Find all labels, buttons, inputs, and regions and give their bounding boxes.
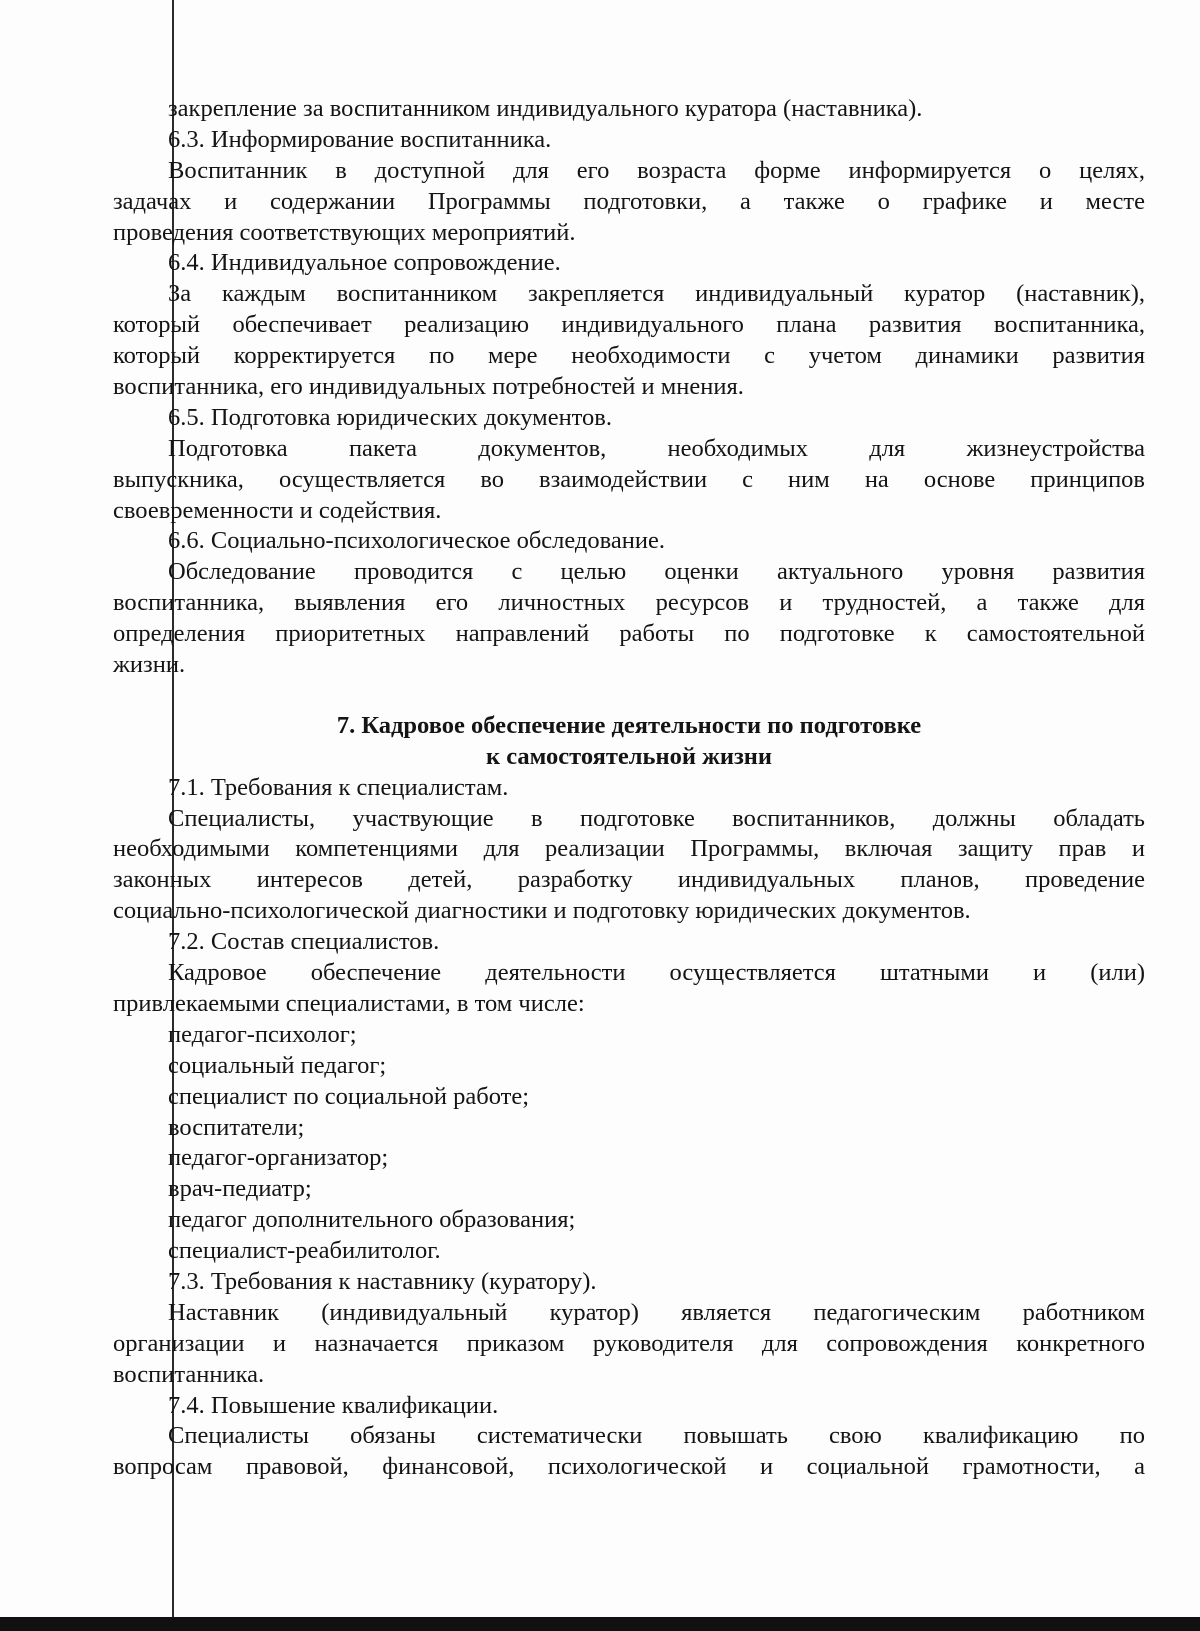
document-body (113, 94, 1145, 1483)
text-line: За каждым воспитанником закрепляется индивидуальный куратор (наставник), (168, 280, 1145, 308)
text-line: Подготовка пакета документов, необходимых для жизнеустройства (168, 434, 1145, 462)
text-line: воспитанника. (113, 1360, 265, 1388)
text-line: определения приоритетных направлений работы по подготовке к самостоятельной (113, 620, 1145, 648)
text-line: 6.3. Информирование воспитанника. (168, 125, 552, 153)
text-line: специалист по социальной работе; (168, 1082, 530, 1110)
text-line: который корректируется по мере необходимости с учетом динамики развития (113, 342, 1145, 370)
scan-bottom-edge (0, 1617, 1200, 1631)
text-line: Специалисты, участвующие в подготовке воспитанников, должны обладать (168, 804, 1145, 832)
text-line: закрепление за воспитанником индивидуального куратора (наставника). (168, 95, 923, 122)
text-line: выпускника, осуществляется во взаимодействии с ним на основе принципов (113, 465, 1145, 493)
text-line: воспитанника, выявления его личностных ресурсов и трудностей, а также для (113, 589, 1145, 617)
text-line: 6.4. Индивидуальное сопровождение. (168, 249, 561, 277)
text-line: который обеспечивает реализацию индивидуального плана развития воспитанника, (113, 311, 1145, 339)
text-line: проведения соответствующих мероприятий. (113, 218, 576, 246)
text-line: 7.2. Состав специалистов. (168, 928, 440, 956)
text-line: педагог-организатор; (168, 1144, 389, 1172)
text-line: необходимыми компетенциями для реализации Программы, включая защиту прав и (113, 835, 1145, 863)
section-gap (113, 681, 1145, 711)
text-line: Наставник (индивидуальный куратор) является педагогическим работником (168, 1298, 1145, 1326)
text-line: Обследование проводится с целью оценки актуального уровня развития (168, 558, 1145, 586)
text-line: Кадровое обеспечение деятельности осуществляется штатными и (или) (168, 959, 1145, 987)
text-line: вопросам правовой, финансовой, психологической и социальной грамотности, а (113, 1453, 1145, 1481)
text-line: 7.4. Повышение квалификации. (168, 1391, 499, 1419)
text-line: врач-педиатр; (168, 1175, 312, 1203)
text-line: 6.5. Подготовка юридических документов. (168, 403, 613, 431)
text-line: 7.1. Требования к специалистам. (168, 773, 509, 801)
section-heading-line: 7. Кадровое обеспечение деятельности по подготовке (336, 711, 922, 739)
text-line: специалист-реабилитолог. (168, 1237, 441, 1265)
text-line: задачах и содержании Программы подготовки, а также о графике и месте (113, 187, 1145, 215)
text-line: своевременности и содействия. (113, 496, 442, 524)
text-line: 6.6. Социально-психологическое обследование. (168, 527, 665, 555)
text-line: социально-психологической диагностики и подготовку юридических документов. (113, 897, 971, 925)
text-line: привлекаемыми специалистами, в том числе: (113, 989, 585, 1017)
text-line: воспитатели; (168, 1113, 305, 1141)
text-line: законных интересов детей, разработку индивидуальных планов, проведение (113, 866, 1145, 894)
text-line: педагог-психолог; (168, 1020, 357, 1048)
text-line: педагог дополнительного образования; (168, 1206, 576, 1234)
text-line: 7.3. Требования к наставнику (куратору). (168, 1267, 597, 1295)
text-line: жизни. (113, 651, 186, 679)
text-line: Специалисты обязаны систематически повышать свою квалификацию по (168, 1422, 1145, 1450)
text-line: социальный педагог; (168, 1051, 387, 1079)
section-heading-line: к самостоятельной жизни (485, 742, 773, 770)
text-line: воспитанника, его индивидуальных потребностей и мнения. (113, 373, 744, 401)
text-line: организации и назначается приказом руководителя для сопровождения конкретного (113, 1329, 1145, 1357)
text-line: Воспитанник в доступной для его возраста форме информируется о целях, (168, 156, 1145, 184)
